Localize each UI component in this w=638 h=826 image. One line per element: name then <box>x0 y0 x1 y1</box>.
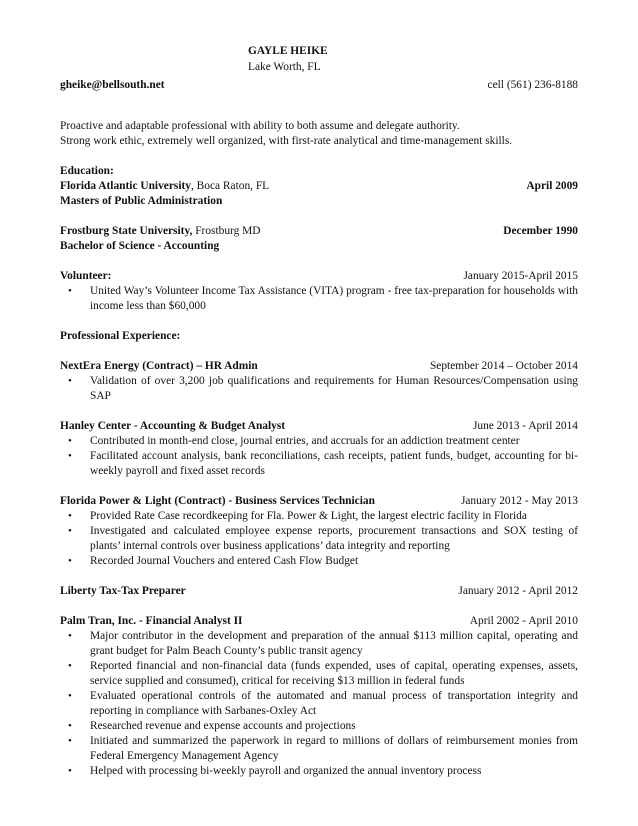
phone-number: cell (561) 236-8188 <box>487 79 578 91</box>
job-header <box>60 584 578 599</box>
school-place: , Boca Raton, FL <box>190 180 270 192</box>
list-item: • Evaluated operational controls of the automated and manual process of transportation integrity and reporting in compliance with Sarbanes-Oxley Act <box>60 689 578 719</box>
experience-heading: Professional Experience: <box>60 330 181 342</box>
job-title: NextEra Energy (Contract) – HR Admin <box>60 360 258 372</box>
candidate-location: Lake Worth, FL <box>248 61 321 73</box>
job-title: Florida Power & Light (Contract) - Business Services Technician <box>60 495 375 507</box>
job-date: April 2002 - April 2010 <box>469 615 578 627</box>
degree-name: Bachelor of Science - Accounting <box>60 240 220 252</box>
job-header <box>60 614 578 629</box>
list-item: • Contributed in month-end close, journal entries, and accruals for an addiction treatment center <box>60 434 578 449</box>
job-date: June 2013 - April 2014 <box>472 420 578 432</box>
list-item: • Provided Rate Case recordkeeping for Fla. Power & Light, the largest electric facility in Florida <box>60 509 578 524</box>
education-entry <box>60 224 578 239</box>
education-entry <box>60 179 578 194</box>
job-bullets <box>60 629 578 779</box>
job-date: January 2012 - May 2013 <box>460 495 578 507</box>
education-heading: Education: <box>60 165 114 177</box>
job-bullets <box>60 434 578 479</box>
job-header <box>60 419 578 434</box>
volunteer-heading: Volunteer: <box>60 270 112 282</box>
job-header <box>60 359 578 374</box>
list-item: • Reported financial and non-financial data (funds expended, uses of capital, operating expenses, assets, service supplied and consumed), critical for receiving $13 million in federal funds <box>60 659 578 689</box>
email-address: gheike@bellsouth.net <box>60 79 165 91</box>
education-date: April 2009 <box>526 180 578 192</box>
degree-name: Masters of Public Administration <box>60 195 223 207</box>
school-name: Florida Atlantic University <box>60 180 191 192</box>
job-bullets <box>60 374 578 404</box>
summary-line: Proactive and adaptable professional with ability to both assume and delegate authority. <box>60 120 460 132</box>
volunteer-list <box>60 284 578 314</box>
candidate-name: GAYLE HEIKE <box>248 45 328 57</box>
school-name: Frostburg State University, <box>60 225 193 237</box>
list-item: • Major contributor in the development and preparation of the annual $113 million capital, operating and grant budget for Palm Beach County’s public transit agency <box>60 629 578 659</box>
list-item: • Helped with processing bi-weekly payroll and organized the annual inventory process <box>60 764 578 779</box>
contact-row <box>60 78 578 93</box>
job-title: Liberty Tax-Tax Preparer <box>60 585 186 597</box>
volunteer-header <box>60 269 578 284</box>
list-item: • Facilitated account analysis, bank reconciliations, cash receipts, patient funds, budget, accounting for bi-weekly payroll and fixed asset records <box>60 449 578 479</box>
school-place: Frostburg MD <box>192 225 261 237</box>
list-item: • Validation of over 3,200 job qualifications and requirements for Human Resources/Compensation using SAP <box>60 374 578 404</box>
list-item: • Researched revenue and expense accounts and projections <box>60 719 578 734</box>
summary-line: Strong work ethic, extremely well organized, with first-rate analytical and time-management skills. <box>60 135 513 147</box>
job-title: Hanley Center - Accounting & Budget Analyst <box>60 420 286 432</box>
list-item: • Investigated and calculated employee expense reports, procurement transactions and SOX testing of plants’ internal controls over business applications’ data integrity and reporting <box>60 524 578 554</box>
job-bullets <box>60 509 578 569</box>
education-date: December 1990 <box>503 225 578 237</box>
job-header <box>60 494 578 509</box>
job-date: January 2012 - April 2012 <box>458 585 578 597</box>
list-item: • Initiated and summarized the paperwork in regard to millions of dollars of reimbursement monies from Federal Emergency Management Agency <box>60 734 578 764</box>
job-title: Palm Tran, Inc. - Financial Analyst II <box>60 615 243 627</box>
list-item: • United Way’s Volunteer Income Tax Assistance (VITA) program - free tax-preparation for households with income less than $60,000 <box>60 284 578 314</box>
resume-body <box>60 104 578 779</box>
volunteer-date: January 2015-April 2015 <box>463 270 578 282</box>
job-date: September 2014 – October 2014 <box>429 360 578 372</box>
list-item: • Recorded Journal Vouchers and entered Cash Flow Budget <box>60 554 578 569</box>
